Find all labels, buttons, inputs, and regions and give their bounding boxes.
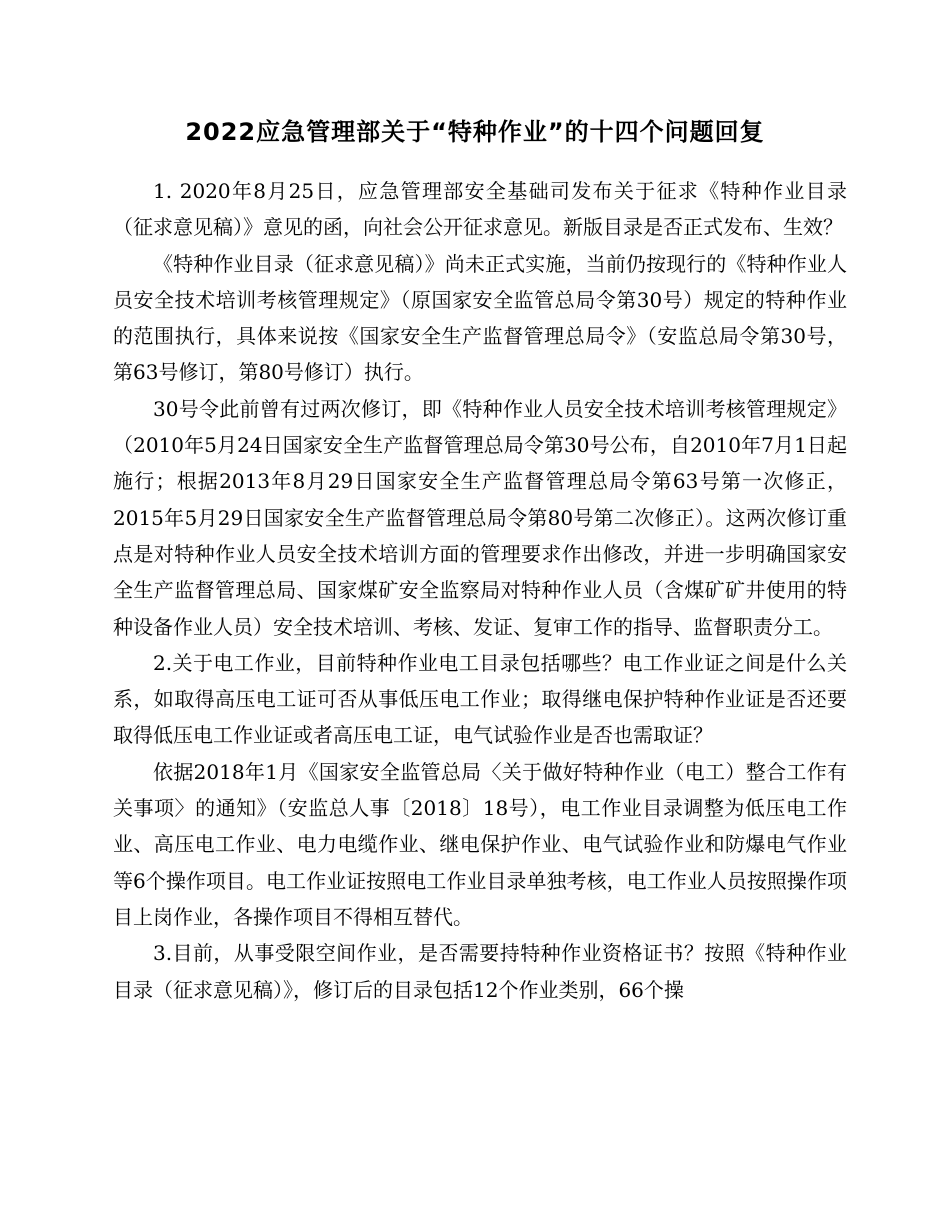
paragraph: 30号令此前曾有过两次修订，即《特种作业人员安全技术培训考核管理规定》（2010年5月24日国家安全生产监督管理总局令第30号公布，自2010年7月1日起施行；根据2013年8月29日国家安全生产监督管理总局令第63号第一次修正，2015年5月29日国家安全生产监督管理总局令第80号第二次修正）。这两次修订重点是对特种作业人员安全技术培训方面的管理要求作出修改，并进一步明确国家安全生产监督管理总局、国家煤矿安全监察局对特种作业人员（含煤矿矿井使用的特种设备作业人员）安全技术培训、考核、发证、复审工作的指导、监督职责分工。 — [113, 396, 847, 639]
paragraph: 2.关于电工作业，目前特种作业电工目录包括哪些？电工作业证之间是什么关系，如取得高压电工证可否从事低压电工作业；取得继电保护特种作业证是否还要取得低压电工作业证或者高压电工证，电气试验作业是否也需取证？ — [113, 650, 847, 748]
document-title: 2022应急管理部关于“特种作业”的十四个问题回复 — [185, 118, 765, 146]
paragraph: 1. 2020年8月25日，应急管理部安全基础司发布关于征求《特种作业目录（征求意见稿）》意见的函，向社会公开征求意见。新版目录是否正式发布、生效？ — [113, 179, 847, 240]
paragraph: 依据2018年1月《国家安全监管总局〈关于做好特种作业（电工）整合工作有关事项〉的通知》（安监总人事〔2018〕18号），电工作业目录调整为低压电工作业、高压电工作业、电力电缆作业、继电保护作业、电气试验作业和防爆电气作业等6个操作项目。电工作业证按照电工作业目录单独考核，电工作业人员按照操作项目上岗作业，各操作项目不得相互替代。 — [113, 759, 847, 929]
paragraph: 3.目前，从事受限空间作业，是否需要持特种作业资格证书？按照《特种作业目录（征求意见稿）》，修订后的目录包括12个作业类别，66个操 — [113, 941, 847, 1002]
document-body — [113, 173, 847, 1008]
paragraph: 《特种作业目录（征求意见稿）》尚未正式实施，当前仍按现行的《特种作业人员安全技术培训考核管理规定》（原国家安全监管总局令第30号）规定的特种作业的范围执行，具体来说按《国家安全生产监督管理总局令》（安监总局令第30号，第63号修订，第80号修订）执行。 — [113, 251, 847, 385]
